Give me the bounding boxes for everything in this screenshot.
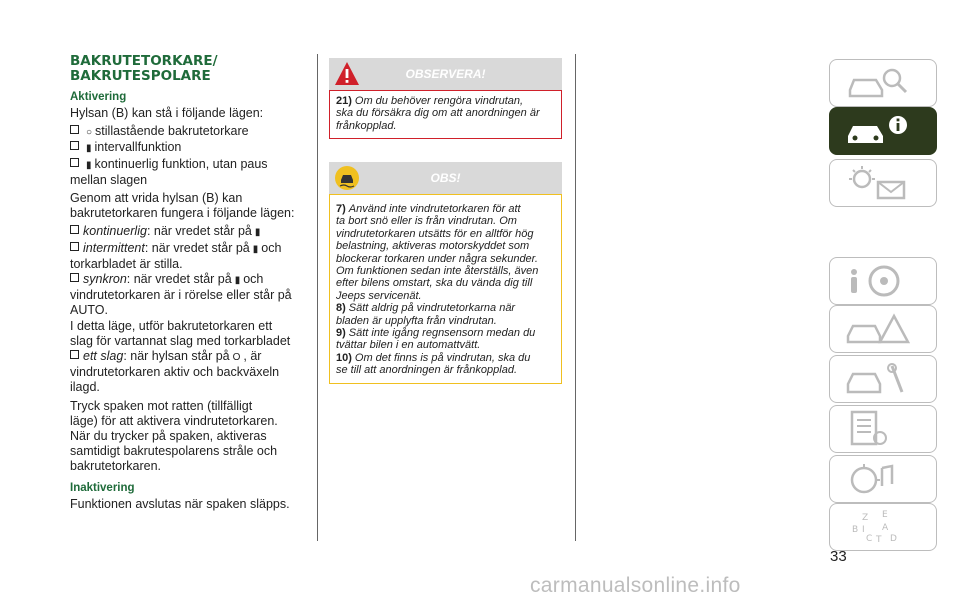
caution-header [329, 58, 562, 90]
safety-wheel-icon [842, 262, 922, 300]
list-item: ○ stillastående bakrutetorkare [70, 124, 310, 140]
paragraph: Genom att vrida hylsan (B) kan [70, 191, 243, 206]
continuous-position-icon: ▮ [254, 227, 261, 239]
svg-text:A: A [882, 523, 889, 533]
svg-text:E: E [882, 510, 888, 520]
list-item: ▮ kontinuerlig funktion, utan paus [70, 157, 310, 173]
svg-text:B: B [852, 525, 859, 535]
car-info-icon [842, 112, 922, 150]
svg-text:Z: Z [862, 513, 869, 523]
single-stroke-icon: O [232, 352, 241, 364]
subheading-deactivation: Inaktivering [70, 481, 135, 494]
bullet-icon [70, 158, 79, 167]
notice-box [329, 162, 562, 384]
caution-box [329, 58, 562, 139]
media-navigation-icon [842, 460, 922, 498]
notice-header [329, 162, 562, 194]
column-divider [575, 54, 576, 541]
paragraph: I detta läge, utför bakrutetorkaren ett [70, 318, 273, 333]
caution-body: 21) Om du behöver rengöra vindrutan, ska du försäkra dig om att anordningen är frånkopplad. [329, 90, 562, 139]
section-title: BAKRUTETORKARE/ BAKRUTESPOLARE [70, 53, 218, 84]
nav-tab-lights-messages[interactable] [829, 159, 937, 207]
paragraph: Hylsan (B) kan stå i följande lägen: [70, 106, 264, 120]
svg-text:C: C [866, 534, 873, 544]
bullet-icon [70, 141, 79, 150]
car-warning-icon [842, 310, 922, 348]
bullet-icon [70, 350, 79, 359]
paragraph: samtidigt bakrutespolarens stråle och [70, 444, 278, 459]
list-item-continued: vindrutetorkaren är i rörelse eller står på [70, 288, 292, 303]
svg-text:I: I [862, 525, 865, 535]
nav-tab-car-info[interactable] [829, 107, 937, 155]
paragraph: När du trycker på spaken, aktiveras [70, 429, 267, 444]
car-search-icon [842, 64, 922, 102]
interval-position-icon: ▮ [86, 143, 92, 155]
notice-body: 7) Använd inte vindrutetorkaren för att ta bort snö eller is från vindrutan. Om vindrutetorkaren utsätts för en alltför hög belastning, aktiveras motorskyddet som blockerar torkaren under några sekunder. Om funktionen sedan inte återställs, även efter bilens omstart, ska du vända dig till Jeeps servicenät. 8) Sätt aldrig på vindrutetorkarna när bladen är upplyfta från vindrutan. 9) Sätt inte igång regnsensorn medan du tvättar bilen i en automattvätt. 10) Om det finns is på vindrutan, ska du se till att anordningen är frånkopplad. [329, 194, 562, 384]
bullet-icon [70, 242, 79, 251]
off-position-icon: ○ [86, 127, 93, 139]
list-item: ▮ intervallfunktion [70, 140, 310, 156]
list-item: synkron: när vredet står på ▮ och [70, 272, 310, 288]
lights-message-icon [842, 164, 922, 202]
paragraph: bakrutetorkaren. [70, 459, 162, 474]
sync-position-icon: ▮ [234, 275, 241, 287]
bullet-icon [70, 225, 79, 234]
nav-tab-multimedia[interactable] [829, 455, 937, 503]
list-item-continued: AUTO. [70, 303, 108, 318]
column-divider [317, 54, 318, 541]
watermark: carmanualsonline.info [530, 574, 741, 597]
list-item: ett slag: när hylsan står på O , är [70, 349, 310, 365]
list-item: kontinuerlig: när vredet står på ▮ [70, 224, 310, 240]
nav-tab-index[interactable] [829, 503, 937, 551]
paragraph: läge) för att aktivera vindrutetorkaren. [70, 413, 278, 428]
page-number: 33 [830, 548, 847, 565]
index-letters-icon [842, 508, 922, 546]
checklist-icon [842, 410, 922, 448]
svg-text:D: D [890, 534, 897, 544]
notice-heading: OBS! [430, 171, 461, 185]
nav-tab-safety[interactable] [829, 257, 937, 305]
list-item-continued: ilagd. [70, 380, 100, 395]
continuous-position-icon: ▮ [86, 159, 92, 171]
svg-text:T: T [876, 535, 882, 545]
paragraph: bakrutetorkaren fungera i följande lägen: [70, 206, 295, 221]
list-item: intermittent: när vredet står på ▮ och [70, 241, 310, 257]
nav-tab-maintenance[interactable] [829, 355, 937, 403]
nav-tab-technical-data[interactable] [829, 405, 937, 453]
paragraph: slag för vartannat slag med torkarbladet [70, 333, 291, 348]
bullet-icon [70, 273, 79, 282]
interval-position-icon: ▮ [252, 243, 259, 255]
list-item-continued: mellan slagen [70, 172, 148, 187]
main-column [70, 54, 310, 515]
list-item-continued: torkarbladet är stilla. [70, 256, 183, 271]
nav-tab-car-search[interactable] [829, 59, 937, 107]
nav-tab-driving[interactable] [829, 305, 937, 353]
bullet-icon [70, 125, 79, 134]
paragraph: Funktionen avslutas när spaken släpps. [70, 496, 290, 511]
car-tools-icon [842, 360, 922, 398]
subheading-activation: Aktivering [70, 91, 127, 103]
paragraph: Tryck spaken mot ratten (tillfälligt [70, 398, 253, 413]
caution-heading: OBSERVERA! [405, 67, 486, 81]
list-item-continued: vindrutetorkaren aktiv och backväxeln [70, 365, 280, 380]
